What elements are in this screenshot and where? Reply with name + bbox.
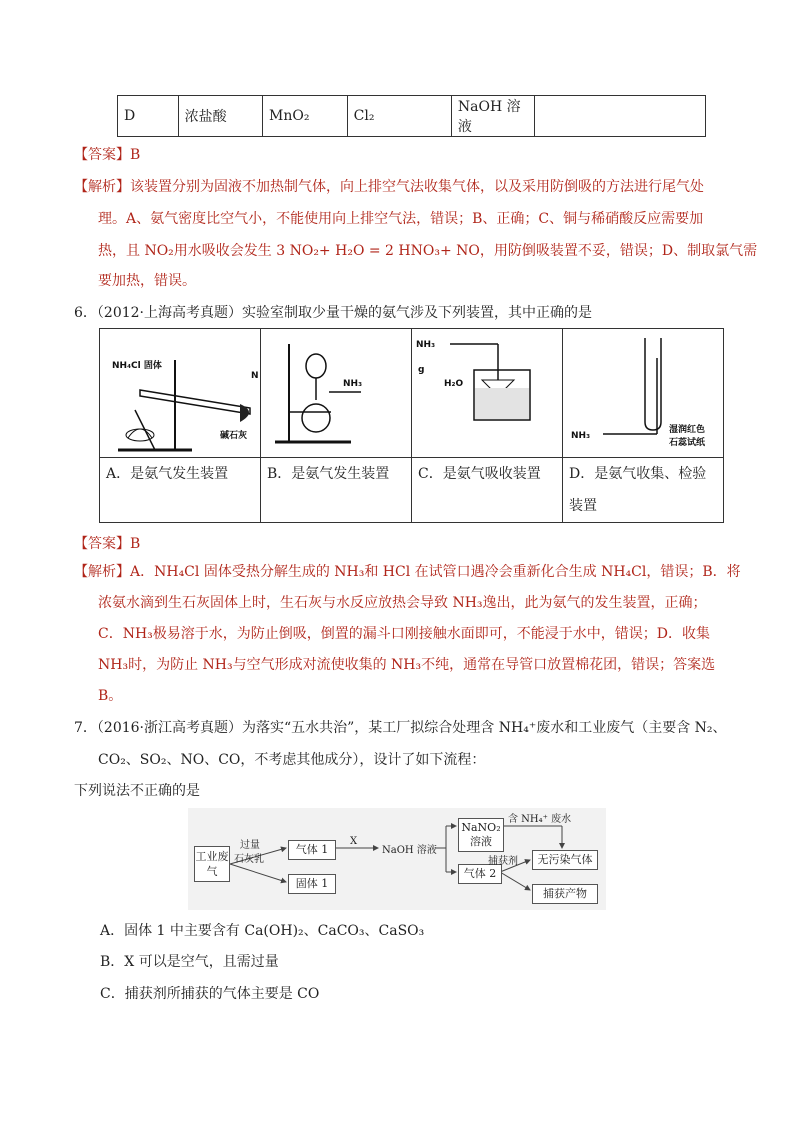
flow-box-gas2: 气体 2	[458, 864, 502, 884]
flow-box-clean-gas: 无污染气体	[532, 850, 598, 870]
table-cell: D	[118, 96, 179, 137]
flow-box-waste-gas: 工业废气	[194, 846, 230, 882]
analysis-text: C．NH₃极易溶于水，为防止倒吸，倒置的漏斗口刚接触水面即可，不能浸于水中，错误；D．收集	[98, 626, 711, 642]
answer-tag: 【答案】	[74, 147, 130, 163]
table-cell: 浓盐酸	[178, 96, 262, 137]
question-stem: 6．（2012·上海高考真题）实验室制取少量干燥的氨气涉及下列装置，其中正确的是	[74, 305, 592, 321]
table-row	[100, 458, 724, 523]
fig-label: NH₃	[416, 340, 436, 350]
analysis-tag: 【解析】	[74, 564, 130, 580]
option-a: A．是氨气发生装置	[100, 458, 261, 523]
option-a: A．固体 1 中主要含有 Ca(OH)₂、CaCO₃、CaSO₃	[100, 923, 425, 939]
flow-label-nh4: 含 NH₄⁺ 废水	[508, 814, 572, 825]
question-stem: 下列说法不正确的是	[74, 783, 200, 799]
flow-label-lime: 石灰乳	[234, 854, 264, 865]
analysis-tag: 【解析】	[74, 179, 130, 195]
analysis-text: B。	[98, 688, 123, 704]
table-cell: NaOH 溶液	[451, 96, 534, 137]
flow-box-solid1: 固体 1	[288, 874, 336, 894]
option-c: C．是氨气吸收装置	[412, 458, 563, 523]
option-b: B．X 可以是空气，且需过量	[100, 954, 279, 970]
fig-label: 湿润红色	[669, 425, 706, 435]
answer-tag: 【答案】	[74, 536, 130, 552]
figure-c-cell	[412, 329, 563, 458]
fig-label: NH₄Cl 固体	[112, 361, 162, 371]
analysis-text: 热，且 NO₂用水吸收会发生 3 NO₂+ H₂O = 2 HNO₃+ NO，用防倒吸装置不妥，错误；D、制取氯气需	[98, 243, 758, 259]
figure-b-cell	[261, 329, 412, 458]
analysis-text: A．NH₄Cl 固体受热分解生成的 NH₃和 HCl 在试管口遇冷会重新化合生成 NH₄Cl，错误；B．将	[130, 564, 741, 580]
analysis-text: NH₃时，为防止 NH₃与空气形成对流使收集的 NH₃不纯，通常在导管口放置棉花团，错误；答案选	[98, 657, 716, 673]
analysis-line	[74, 562, 741, 582]
apparatus-table	[99, 328, 724, 523]
analysis-text: 理。A、氨气密度比空气小，不能使用向上排空气法，错误；B、正确；C、铜与稀硝酸反应需要加	[98, 211, 704, 227]
table-row	[100, 329, 724, 458]
fig-label: NH₃	[571, 431, 591, 441]
fig-label: H₂O	[444, 379, 464, 389]
fig-label: N	[251, 371, 259, 381]
analysis-text: 该装置分别为固液不加热制气体，向上排空气法收集气体，以及采用防倒吸的方法进行尾气处	[130, 179, 704, 195]
table-cell: Cl₂	[347, 96, 451, 137]
flow-box-product: 捕获产物	[532, 884, 598, 904]
fig-label: NH₃	[343, 379, 363, 389]
flow-label-naoh: NaOH 溶液	[382, 845, 437, 856]
analysis-line	[74, 177, 704, 197]
table-row	[118, 96, 706, 137]
flow-label-capture: 捕获剂	[488, 856, 518, 867]
flow-box-gas1: 气体 1	[288, 840, 336, 860]
analysis-text: 要加热，错误。	[98, 273, 196, 289]
process-flowchart	[188, 808, 606, 910]
reagent-table	[117, 95, 706, 137]
answer-line	[74, 145, 140, 165]
figure-a-cell	[100, 329, 261, 458]
flow-label-excess: 过量	[240, 840, 260, 851]
answer-value: B	[130, 147, 141, 163]
table-cell	[534, 96, 705, 137]
flow-box-nano2: NaNO₂ 溶液	[458, 818, 504, 852]
table-cell: MnO₂	[263, 96, 348, 137]
option-b: B．是氨气发生装置	[261, 458, 412, 523]
analysis-text: 浓氨水滴到生石灰固体上时，生石灰与水反应放热会导致 NH₃逸出，此为氨气的发生装置，正确；	[98, 595, 707, 611]
option-d: D．是氨气收集、检验装置	[563, 458, 724, 523]
figure-b-flask-generator	[261, 330, 411, 456]
flow-label-x: X	[350, 836, 358, 847]
option-c: C．捕获剂所捕获的气体主要是 CO	[100, 986, 320, 1002]
fig-label: 石蕊试纸	[669, 438, 706, 448]
question-stem: CO₂、SO₂、NO、CO，不考虑其他成分），设计了如下流程：	[98, 752, 486, 768]
question-stem: 7．（2016·浙江高考真题）为落实“五水共治”，某工厂拟综合处理含 NH₄⁺废水和工业废气（主要含 N₂、	[74, 720, 727, 736]
fig-label: g	[418, 365, 425, 375]
figure-d-collection-tube	[563, 330, 723, 456]
figure-c-absorption-beaker	[412, 330, 562, 456]
answer-line	[74, 534, 140, 554]
fig-label: 碱石灰	[220, 431, 248, 441]
figure-a-heating-tube	[100, 330, 260, 456]
figure-d-cell	[563, 329, 724, 458]
answer-value: B	[130, 536, 141, 552]
